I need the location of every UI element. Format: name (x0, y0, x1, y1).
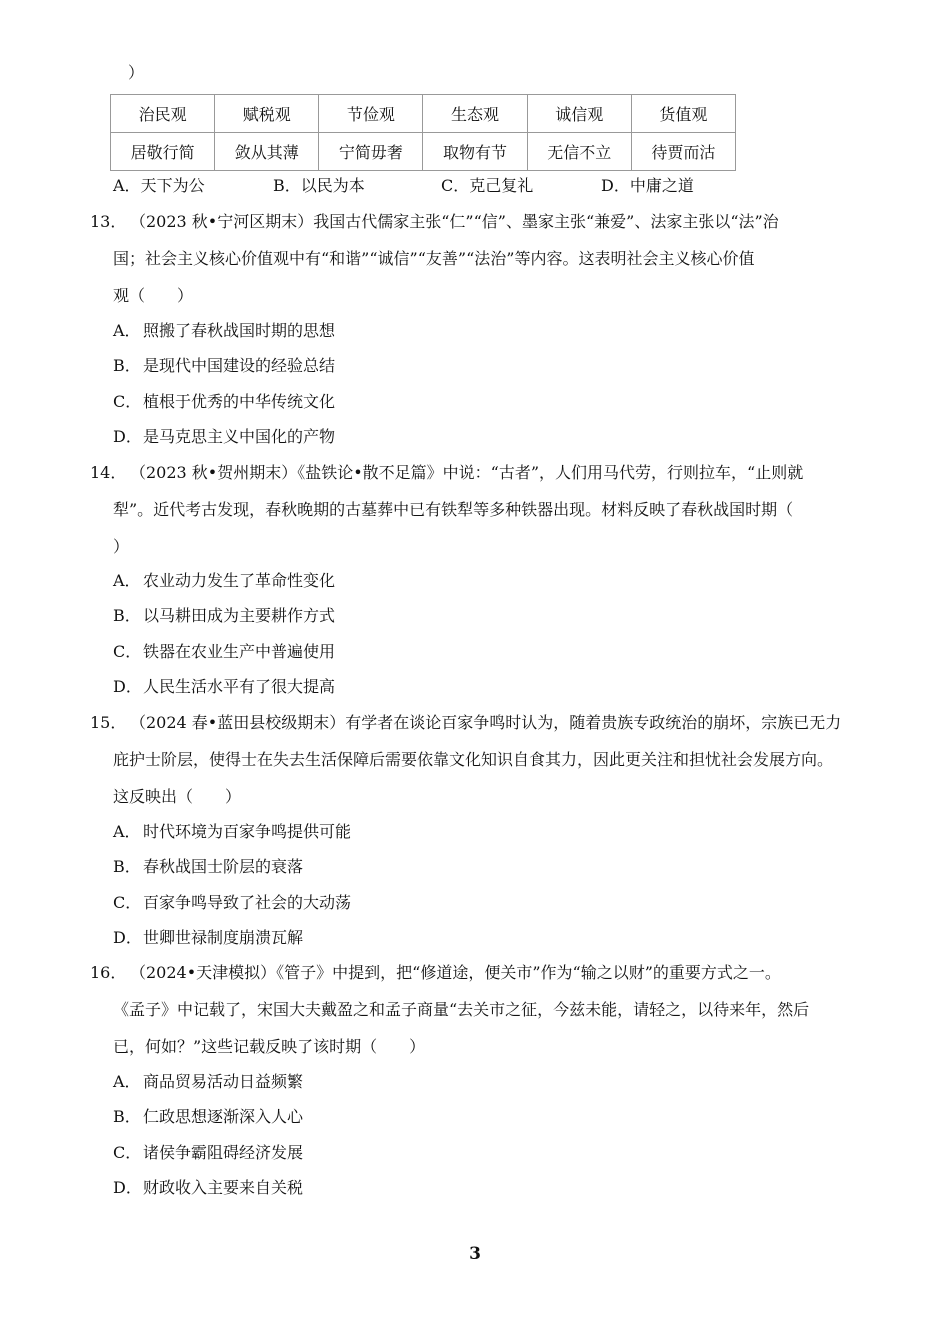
option-c[interactable] (113, 892, 351, 914)
option-label: C． (113, 392, 142, 411)
option-text: 克己复礼 (469, 176, 534, 195)
option-label: D． (601, 176, 630, 195)
option-text: 是现代中国建设的经验总结 (143, 356, 336, 375)
option-label: A． (113, 176, 141, 195)
option-d[interactable] (113, 676, 335, 698)
option-d[interactable] (113, 927, 303, 949)
q14-number: 14． (90, 463, 127, 482)
option-text: 商品贸易活动日益频繁 (143, 1072, 304, 1091)
option-label: D． (113, 1178, 142, 1197)
table-cell: 诚信观 (527, 95, 631, 133)
option-text: 诸侯争霸阻碍经济发展 (143, 1143, 304, 1162)
option-c[interactable] (113, 391, 335, 413)
option-c[interactable] (441, 175, 533, 197)
option-c[interactable] (113, 641, 335, 663)
option-text: 以民为本 (300, 176, 365, 195)
option-text: 以马耕田成为主要耕作方式 (143, 606, 336, 625)
table-cell: 敛从其薄 (215, 133, 319, 171)
table-row (111, 95, 736, 133)
option-label: A． (113, 321, 141, 340)
option-label: A． (113, 571, 141, 590)
q12-paren-close: ） (128, 63, 145, 82)
q12-options (113, 175, 813, 197)
option-d[interactable] (601, 175, 694, 197)
option-text: 天下为公 (140, 176, 205, 195)
option-text: 植根于优秀的中华传统文化 (143, 392, 336, 411)
q13-stem-line: （2023 秋•宁河区期末）我国古代儒家主张“仁”“信”、墨家主张“兼爱”、法家主张以“法”治 (130, 212, 779, 231)
option-text: 春秋战国士阶层的衰落 (143, 857, 304, 876)
option-text: 财政收入主要来自关税 (143, 1178, 304, 1197)
table-row (111, 133, 736, 171)
q15-stem-line: 这反映出（ ） (113, 787, 242, 806)
table-cell: 治民观 (111, 95, 215, 133)
table-cell: 赋税观 (215, 95, 319, 133)
option-text: 时代环境为百家争鸣提供可能 (143, 822, 352, 841)
table-cell: 待贾而沽 (631, 133, 735, 171)
q16-stem-line: 《孟子》中记载了，宋国大夫戴盈之和孟子商量“去关市之征，今兹未能，请轻之，以待来年，然后 (113, 1000, 810, 1019)
option-a[interactable] (113, 320, 335, 342)
option-text: 农业动力发生了革命性变化 (143, 571, 336, 590)
option-b[interactable] (273, 175, 365, 197)
table-cell: 居敬行简 (111, 133, 215, 171)
option-text: 世卿世禄制度崩溃瓦解 (143, 928, 304, 947)
option-b[interactable] (113, 355, 335, 377)
q16-stem-line: （2024•天津模拟）《管子》中提到，把“修道途，便关市”作为“输之以财”的重要方式之一。 (130, 963, 781, 982)
option-label: B． (273, 176, 301, 195)
q16-number: 16． (90, 963, 127, 982)
option-d[interactable] (113, 1177, 303, 1199)
option-a[interactable] (113, 570, 335, 592)
table-cell: 宁简毋奢 (319, 133, 423, 171)
table-cell: 取物有节 (423, 133, 527, 171)
option-text: 百家争鸣导致了社会的大动荡 (143, 893, 352, 912)
option-label: B． (113, 1107, 141, 1126)
table-cell: 货值观 (631, 95, 735, 133)
option-a[interactable] (113, 821, 351, 843)
q13-stem-line: 国；社会主义核心价值观中有“和谐”“诚信”“友善”“法治”等内容。这表明社会主义核心价值 (113, 249, 755, 268)
option-text: 人民生活水平有了很大提高 (143, 677, 336, 696)
option-label: C． (113, 1143, 142, 1162)
option-label: D． (113, 928, 142, 947)
option-b[interactable] (113, 1106, 303, 1128)
q12-table (110, 94, 736, 171)
option-label: A． (113, 1072, 141, 1091)
option-label: B． (113, 857, 141, 876)
table-cell: 无信不立 (527, 133, 631, 171)
page-number: 3 (469, 1244, 481, 1264)
option-a[interactable] (113, 1071, 303, 1093)
option-text: 仁政思想逐渐深入人心 (143, 1107, 304, 1126)
option-c[interactable] (113, 1142, 303, 1164)
table-cell: 生态观 (423, 95, 527, 133)
q14-stem-line: 犁”。近代考古发现，春秋晚期的古墓葬中已有铁犁等多种铁器出现。材料反映了春秋战国时期（ (113, 500, 794, 519)
q14-stem-line: （2023 秋•贺州期末）《盐铁论•散不足篇》中说：“古者”，人们用马代劳，行则拉车，“止则就 (130, 463, 804, 482)
option-a[interactable] (113, 175, 205, 197)
option-b[interactable] (113, 856, 303, 878)
option-b[interactable] (113, 605, 335, 627)
option-text: 是马克思主义中国化的产物 (143, 427, 336, 446)
option-label: B． (113, 606, 141, 625)
table-cell: 节俭观 (319, 95, 423, 133)
q15-number: 15． (90, 713, 127, 732)
option-label: D． (113, 427, 142, 446)
option-label: C． (441, 176, 470, 195)
option-label: C． (113, 893, 142, 912)
option-d[interactable] (113, 426, 335, 448)
option-text: 中庸之道 (629, 176, 694, 195)
q14-stem-line: ） (113, 537, 130, 556)
q16-stem-line: 已，何如？”这些记载反映了该时期（ ） (113, 1037, 426, 1056)
option-label: D． (113, 677, 142, 696)
option-label: A． (113, 822, 141, 841)
q15-stem-line: 庇护士阶层，使得士在失去生活保障后需要依靠文化知识自食其力，因此更关注和担忧社会发展方向。 (113, 750, 834, 769)
option-label: B． (113, 356, 141, 375)
option-label: C． (113, 642, 142, 661)
q13-stem-line: 观（ ） (113, 286, 194, 305)
q13-number: 13． (90, 212, 127, 231)
q15-stem-line: （2024 春•蓝田县校级期末）有学者在谈论百家争鸣时认为，随着贵族专政统治的崩坏，宗族已无力 (130, 713, 842, 732)
option-text: 照搬了春秋战国时期的思想 (143, 321, 336, 340)
option-text: 铁器在农业生产中普遍使用 (143, 642, 336, 661)
